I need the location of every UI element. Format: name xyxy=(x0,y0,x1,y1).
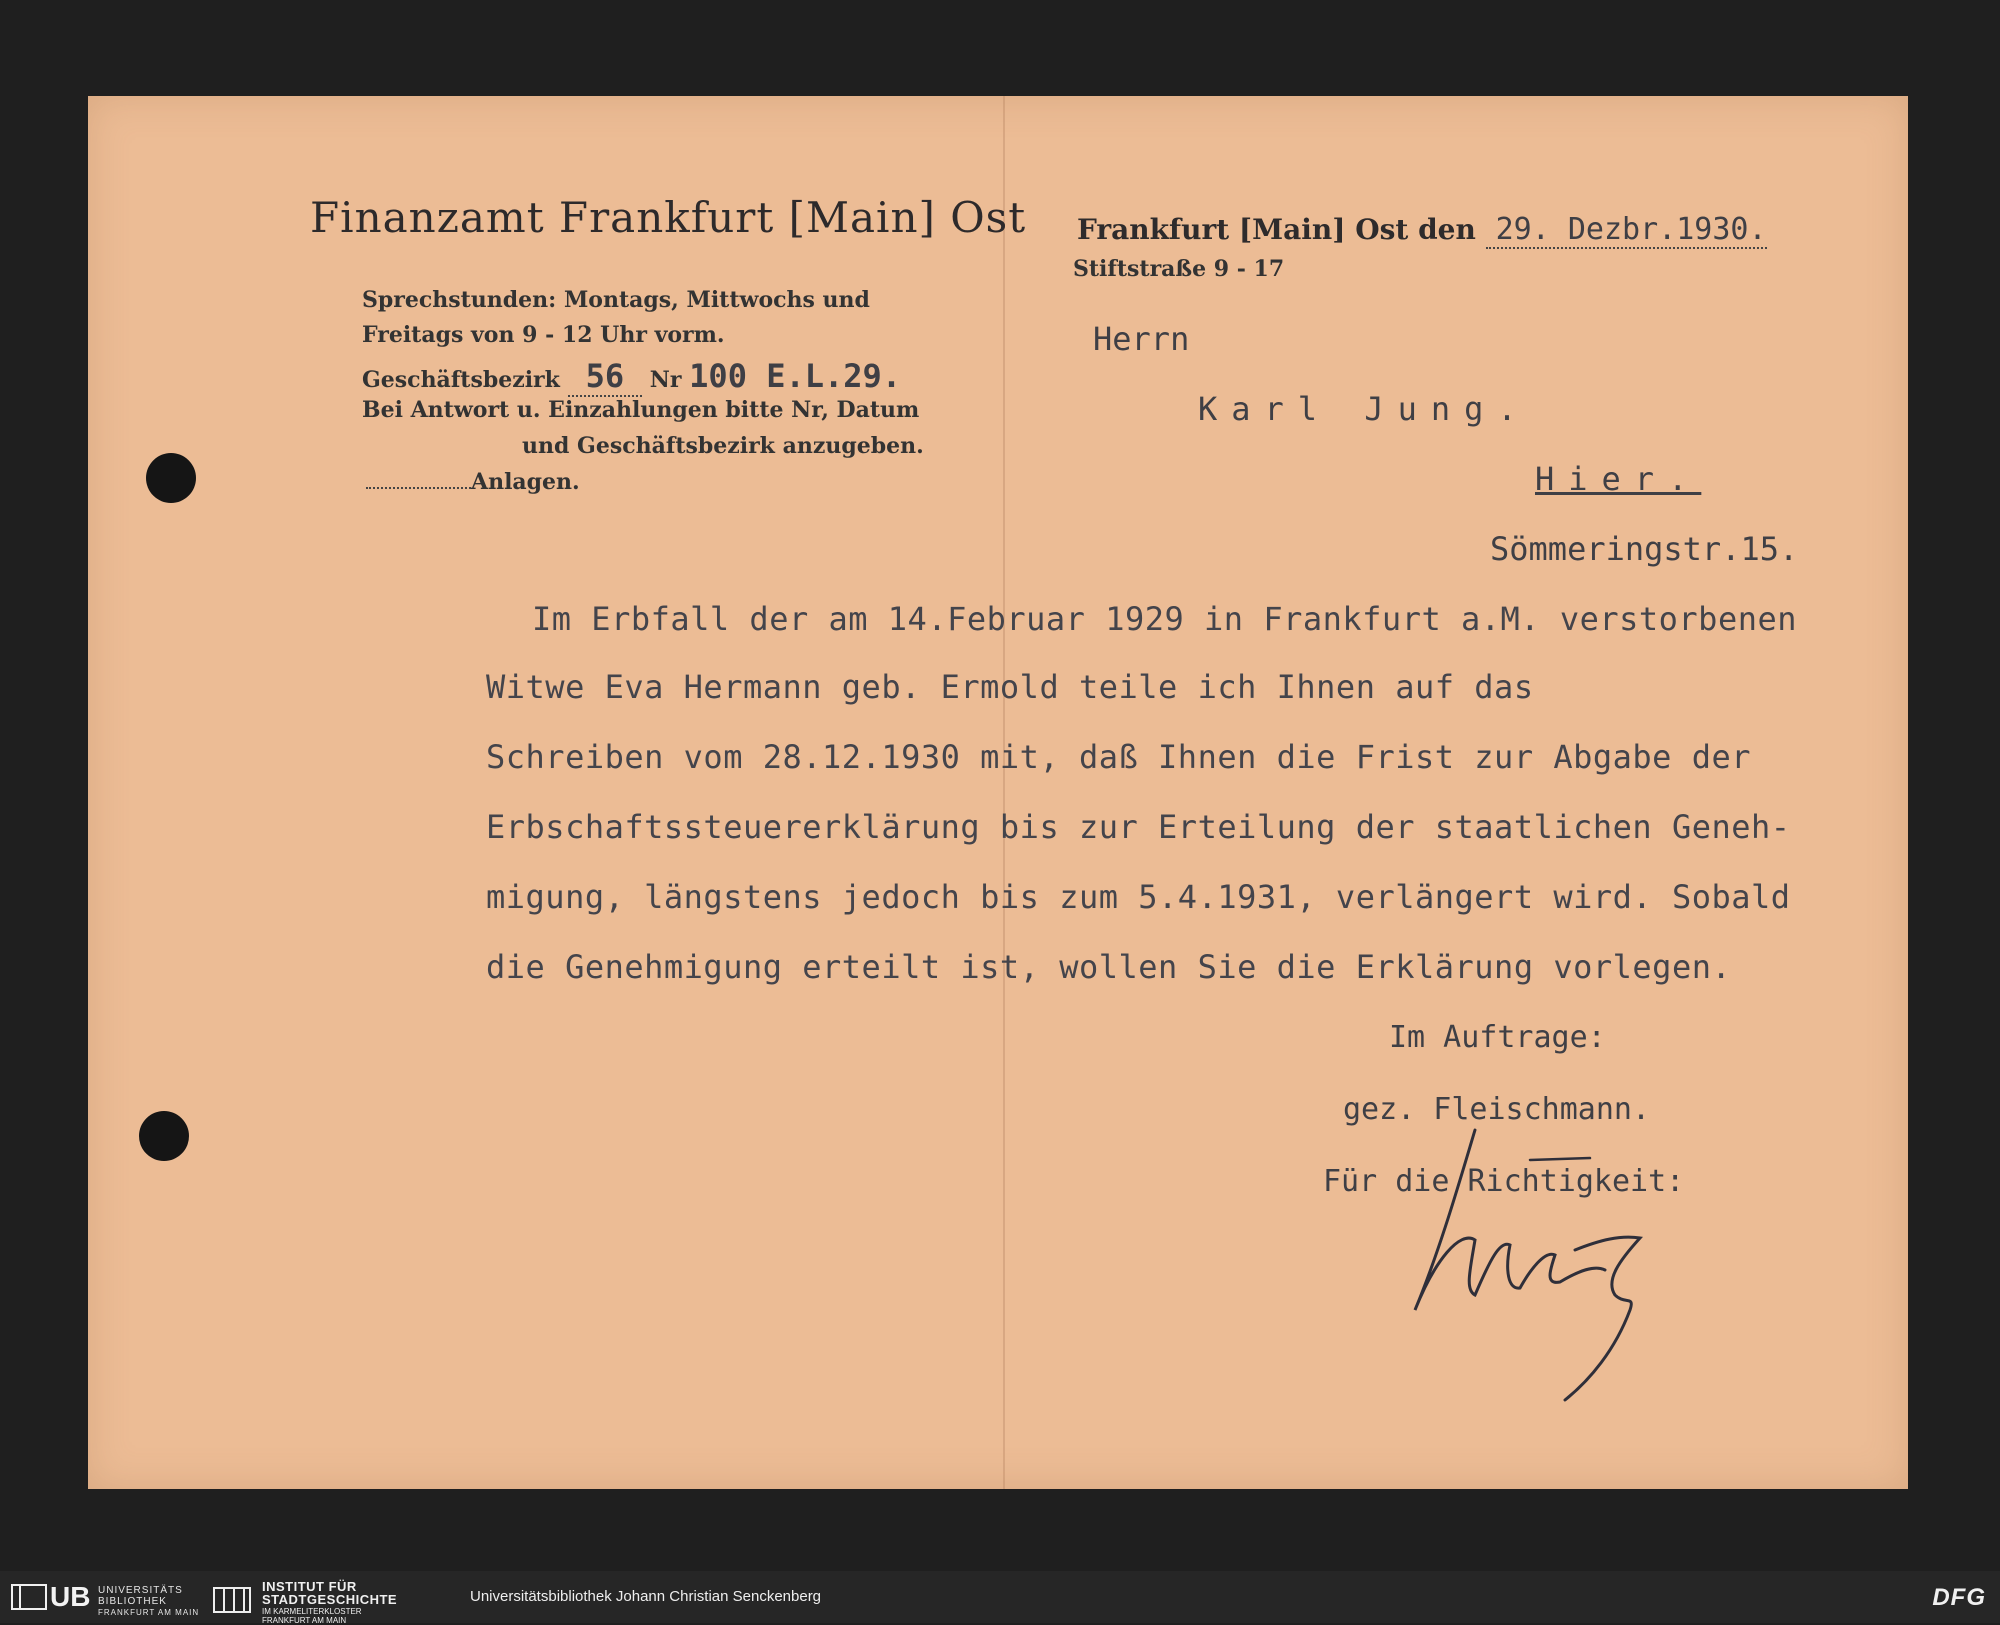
ub-line2: BIBLIOTHEK xyxy=(98,1596,167,1607)
recipient-salutation: Herrn xyxy=(1093,320,1190,358)
body-line-5: migung, längstens jedoch bis zum 5.4.1931, verlängert wird. Sobald xyxy=(486,878,1791,916)
office-hours-line2: Freitags von 9 - 12 Uhr vorm. xyxy=(362,322,725,348)
reply-note-line2: und Geschäftsbezirk anzugeben. xyxy=(522,433,924,459)
district-value: 56 xyxy=(568,357,643,397)
letter-date: 29. Dezbr.1930. xyxy=(1486,212,1767,249)
ub-line3: FRANKFURT AM MAIN xyxy=(98,1608,200,1617)
body-line-4: Erbschaftssteuererklärung bis zur Erteilung der staatlichen Geneh- xyxy=(486,808,1791,846)
office-name: Finanzamt Frankfurt [Main] Ost xyxy=(310,193,1027,242)
attachments-row xyxy=(366,469,580,495)
isg-line4: FRANKFURT AM MAIN xyxy=(262,1616,347,1625)
ub-line1: UNIVERSITÄTS xyxy=(98,1585,183,1596)
isg-line3: IM KARMELITERKLOSTER xyxy=(262,1607,362,1616)
recipient-city: Hier. xyxy=(1535,460,1702,498)
dfg-logo: DFG xyxy=(1932,1584,1986,1611)
nr-label: Nr xyxy=(649,367,682,393)
district-row xyxy=(362,357,901,395)
office-hours-line1: Sprechstunden: Montags, Mittwochs und xyxy=(362,287,870,313)
ub-logo xyxy=(10,1580,90,1614)
punch-hole-bottom xyxy=(139,1111,189,1161)
paper-fold xyxy=(1003,96,1005,1489)
closing-signed: gez. Fleischmann. xyxy=(1343,1092,1651,1127)
library-name: Universitätsbibliothek Johann Christian Senckenberg xyxy=(470,1588,822,1605)
body-line-1: Im Erbfall der am 14.Februar 1929 in Frankfurt a.M. verstorbenen xyxy=(532,600,1797,638)
recipient-name: Karl Jung. xyxy=(1198,390,1531,428)
closing-certified: Für die Richtigkeit: xyxy=(1323,1164,1685,1199)
isg-name xyxy=(262,1581,397,1625)
district-label: Geschäftsbezirk xyxy=(362,367,560,393)
handwritten-signature xyxy=(1380,1120,1680,1410)
place-label: Frankfurt [Main] Ost den xyxy=(1077,213,1476,246)
recipient-street: Sömmeringstr.15. xyxy=(1490,530,1799,568)
ub-name xyxy=(98,1585,199,1618)
attachments-label: Anlagen. xyxy=(471,469,580,495)
punch-hole-top xyxy=(146,453,196,503)
isg-line2: STADTGESCHICHTE xyxy=(262,1592,398,1607)
isg-line1: INSTITUT FÜR xyxy=(262,1579,357,1594)
attachments-blank xyxy=(366,487,471,489)
isg-building-icon xyxy=(212,1582,252,1614)
ub-abbrev: UB xyxy=(50,1581,91,1612)
reply-note-line1: Bei Antwort u. Einzahlungen bitte Nr, Datum xyxy=(362,397,920,423)
closing-on-behalf: Im Auftrage: xyxy=(1389,1020,1606,1055)
place-date-row xyxy=(1077,212,1767,247)
office-street: Stiftstraße 9 - 17 xyxy=(1073,256,1285,282)
nr-value: 100 E.L.29. xyxy=(689,357,902,395)
body-line-2: Witwe Eva Hermann geb. Ermold teile ich Ihnen auf das xyxy=(486,668,1534,706)
body-line-6: die Genehmigung erteilt ist, wollen Sie die Erklärung vorlegen. xyxy=(486,948,1732,986)
ub-emblem-icon xyxy=(10,1582,50,1612)
body-line-3: Schreiben vom 28.12.1930 mit, daß Ihnen die Frist zur Abgabe der xyxy=(486,738,1751,776)
